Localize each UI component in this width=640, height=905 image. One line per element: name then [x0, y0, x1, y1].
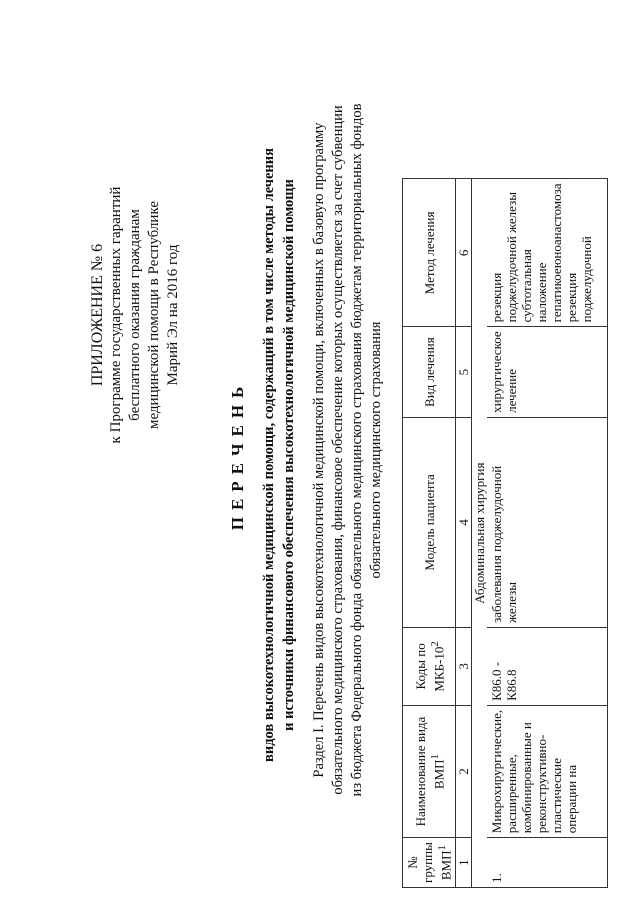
method-item: резекция поджелудочной железы субтотальная: [489, 192, 535, 323]
appendix-line: бесплатного оказания гражданам: [127, 209, 143, 421]
row-codes: К86.0 - К86.8: [487, 627, 607, 705]
header-model: Модель пациента: [403, 417, 456, 627]
appendix-line: к Программе государственных гарантий: [108, 186, 124, 444]
column-number-row: [456, 179, 472, 888]
method-item: резекция поджелудочной: [564, 236, 595, 323]
section-title: [310, 70, 386, 830]
appendix-line: Марий Эл на 2016 год: [165, 244, 181, 386]
row-model: заболевания поджелудочной железы: [487, 417, 607, 627]
column-number: 5: [456, 327, 472, 418]
column-number: 3: [456, 627, 472, 705]
column-number: 2: [456, 705, 472, 837]
vmp-table: [402, 178, 608, 888]
header-group-no: № группы ВМП$^1$: [403, 838, 456, 888]
document-heading: ПЕРЕЧЕНЬ: [228, 379, 247, 531]
category-row: [472, 179, 488, 888]
section-line: обязательного медицинского страхования, финансовое обеспечение которых осуществляется за счет субвенции: [330, 105, 346, 795]
subtitle-line: видов высокотехнологичной медицинской помощи, содержащий в том числе методы лечения: [261, 148, 277, 762]
section-line: из бюджета Федерального фонда обязательного медицинского страхования бюджетам территориальных фондов: [349, 103, 365, 797]
section-line: обязательного медицинского страхования: [368, 321, 384, 579]
column-number: 6: [456, 179, 472, 327]
subtitle-line: и источники финансового обеспечения высокотехнологичной медицинской помощи: [281, 179, 297, 731]
header-type: Вид лечения: [403, 327, 456, 418]
table-header-row: [403, 179, 456, 888]
column-number: 1: [456, 838, 472, 888]
row-name: Микрохирургические, расширенные, комбинированные и реконструктивно-пластические операции на: [487, 705, 607, 837]
table-row: [487, 179, 607, 888]
document-subtitle: [259, 115, 299, 795]
row-type: хирургическое лечение: [487, 327, 607, 418]
header-name: Наименование вида ВМП$^1$: [403, 705, 456, 837]
row-number: 1.: [487, 838, 607, 888]
appendix-title: ПРИЛОЖЕНИЕ № 6: [89, 243, 106, 387]
row-methods: [487, 179, 607, 327]
category-label: Абдоминальная хирургия: [472, 179, 488, 888]
header-codes: Коды по МКБ-$10^2$: [403, 627, 456, 705]
appendix-line: медицинской помощи в Республике: [146, 200, 162, 430]
appendix-block: [88, 165, 183, 465]
section-line: Раздел I. Перечень видов высокотехнологичной медицинской помощи, включенных в базовую программу: [311, 122, 327, 778]
column-number: 4: [456, 417, 472, 627]
header-method: Метод лечения: [403, 179, 456, 327]
method-item: наложение гепатикоеюноанастомоза: [534, 183, 565, 323]
